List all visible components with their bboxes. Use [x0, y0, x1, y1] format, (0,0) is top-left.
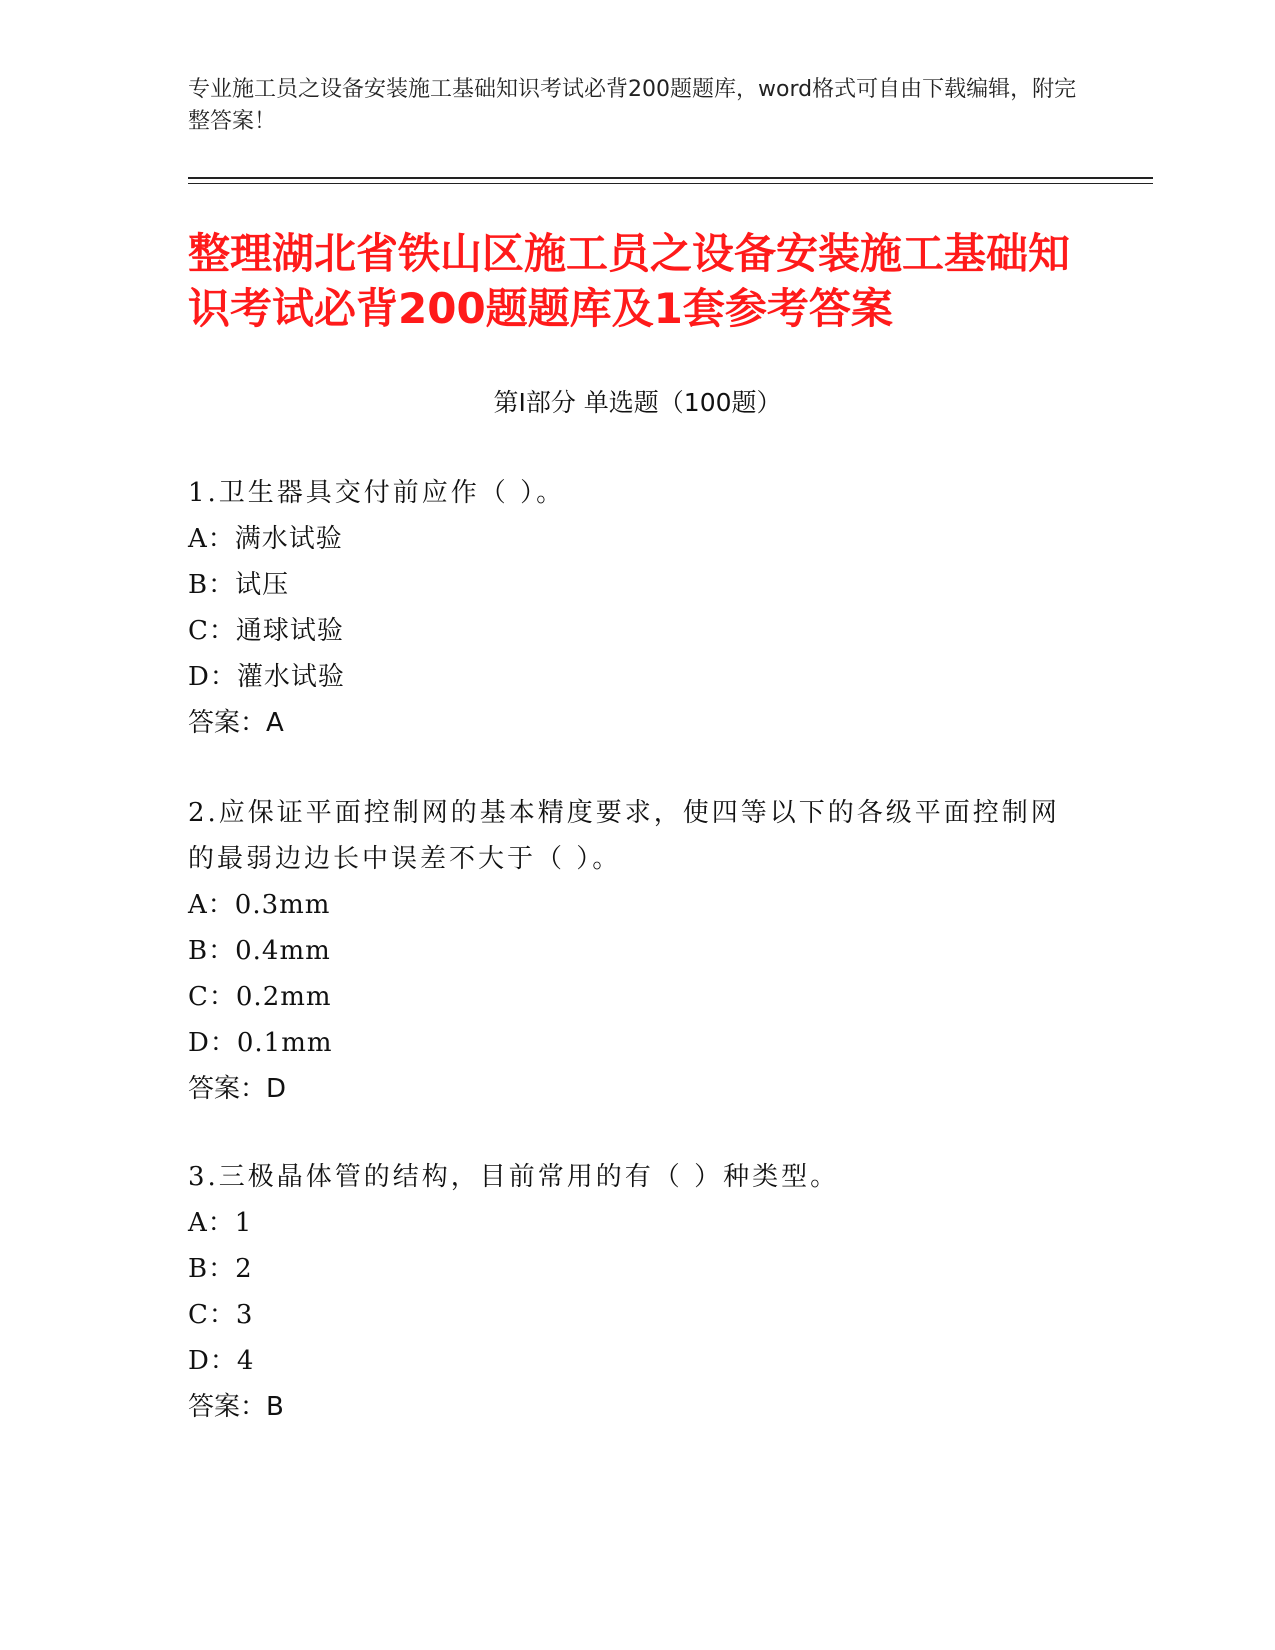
option-c: C：0.2mm — [188, 982, 332, 1012]
option-a: A：0.3mm — [188, 890, 331, 920]
option-a: A：满水试验 — [188, 524, 343, 554]
header-divider-thin — [188, 183, 1153, 184]
question-stem: 1.卫生器具交付前应作（ ）。 — [188, 478, 566, 508]
answer: 答案：D — [188, 1074, 287, 1104]
document-title: 整理湖北省铁山区施工员之设备安装施工基础知识考试必背200题题库及1套参考答案 — [188, 229, 1071, 333]
header-note: 专业施工员之设备安装施工基础知识考试必背200题题库，word格式可自由下载编辑，附完整答案！ — [188, 77, 1077, 134]
option-d: D：4 — [188, 1346, 255, 1376]
option-b: B：2 — [188, 1254, 253, 1284]
option-a: A：1 — [188, 1208, 253, 1238]
question-stem: 2.应保证平面控制网的基本精度要求，使四等以下的各级平面控制网的最弱边边长中误差不大于（ ）。 — [188, 798, 1060, 874]
section-title: 第Ⅰ部分 单选题（100题） — [493, 388, 782, 417]
option-b: B：0.4mm — [188, 936, 331, 966]
option-d: D：灌水试验 — [188, 662, 345, 692]
option-b: B：试压 — [188, 570, 290, 600]
option-d: D：0.1mm — [188, 1028, 333, 1058]
question-stem: 3.三极晶体管的结构，目前常用的有（ ）种类型。 — [188, 1162, 840, 1192]
question-1 — [188, 470, 1088, 746]
question-2 — [188, 790, 1088, 1112]
answer: 答案：A — [188, 708, 284, 738]
option-c: C：通球试验 — [188, 616, 344, 646]
answer: 答案：B — [188, 1392, 284, 1422]
option-c: C：3 — [188, 1300, 254, 1330]
header-divider-thick — [188, 177, 1153, 179]
question-3 — [188, 1154, 1088, 1430]
